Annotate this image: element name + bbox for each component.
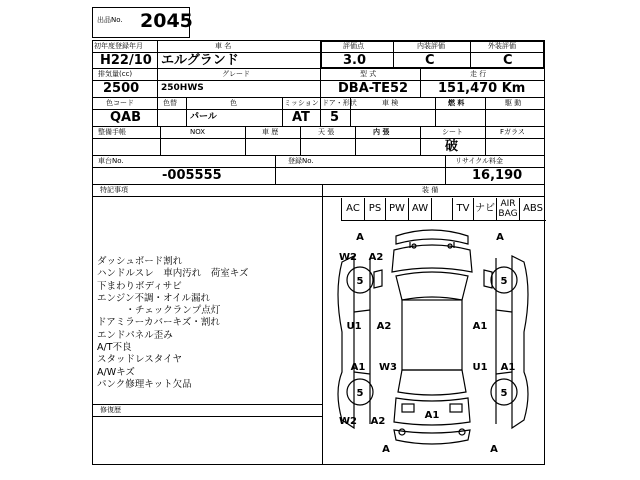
mark-left-u1: U1 (346, 321, 362, 332)
mark-rear-right: A (490, 444, 498, 455)
exterior-label: 外装評価 (488, 42, 516, 50)
option-tv: TV (453, 198, 474, 220)
exterior-value: C (503, 53, 513, 68)
note-line: A/Wキズ (97, 366, 135, 378)
grade-label: グレード (222, 70, 250, 78)
mark-right-u1: U1 (472, 362, 488, 373)
sunroof-label: 天 張 (318, 128, 335, 136)
car-value: エルグランド (161, 53, 239, 68)
mark-tire-rl: 5 (356, 388, 364, 399)
mileage-value: 151,470 Km (438, 81, 526, 96)
seat-label: シート (442, 128, 463, 136)
inspection-label: 車 検 (382, 99, 399, 107)
note-line: ・チェックランプ点灯 (97, 305, 221, 317)
color-code-value: QAB (110, 110, 142, 125)
note-line: エンジン不調・オイル漏れ (97, 292, 211, 304)
option-aw: AW (409, 198, 432, 220)
color-value: パール (190, 112, 217, 122)
note-line: A/T不良 (97, 342, 132, 354)
mark-rear-w2: W2 (339, 416, 357, 427)
cc-value: 2500 (103, 81, 140, 96)
car-label: 車 名 (215, 42, 232, 50)
lot-number: 2045 (140, 10, 193, 32)
option-ac: AC (342, 198, 365, 220)
nox-label: NOX (190, 128, 206, 136)
doors-value: 5 (330, 110, 340, 125)
score-value: 3.0 (343, 53, 367, 68)
chassis-value: -005555 (162, 168, 222, 183)
lot-label: 出品No. (97, 16, 123, 24)
chassis-label: 車台No. (98, 157, 124, 165)
mission-value: AT (292, 110, 310, 125)
mark-tire-fl: 5 (356, 276, 364, 287)
interior-tear-label: 内 張 (373, 128, 390, 136)
note-line: エンドパネル歪み (97, 329, 173, 341)
interior-label: 内装評価 (417, 42, 445, 50)
mark-tire-fr: 5 (500, 276, 508, 287)
mission-label: ミッション (284, 99, 319, 107)
color-code-label: 色コード (106, 99, 134, 107)
option-airbag: AIR BAG (497, 198, 520, 220)
mark-front-left: A (356, 232, 364, 243)
fglass-label: Fガラス (500, 128, 525, 136)
notes-label: 特記事項 (100, 186, 128, 194)
mark-right-a1-rear: A1 (500, 362, 516, 373)
mark-front-a2: A2 (368, 252, 384, 263)
drive-label: 駆 動 (505, 99, 522, 107)
year-label: 初年度登録年月 (94, 42, 143, 50)
model-label: 型 式 (360, 70, 377, 78)
option-abs: ABS (523, 203, 543, 214)
repair-label: 修復歴 (100, 406, 121, 414)
reg-label: 登録No. (288, 157, 314, 165)
color-type-label: 色替 (163, 99, 177, 107)
equipment-label: 装 備 (422, 186, 439, 194)
year-value: H22/10 (100, 53, 152, 68)
doors-label: ドア・形状 (322, 99, 357, 107)
mark-rear-a1: A1 (424, 410, 440, 421)
score-label: 評価点 (343, 42, 364, 50)
note-line: ダッシュボード割れ (97, 256, 183, 267)
note-line: ドアミラーカバーキズ・割れ (97, 317, 220, 329)
option-blank (432, 198, 453, 220)
history-label: 車 歴 (262, 128, 279, 136)
mark-right-a1: A1 (472, 321, 488, 332)
option-navi: ナビ (474, 198, 497, 220)
mark-rear-left: A (382, 444, 390, 455)
maintenance-label: 整備手帳 (98, 128, 126, 136)
car-damage-diagram (322, 222, 544, 465)
mark-left-a1-rear: A1 (350, 362, 366, 373)
model-value: DBA-TE52 (338, 81, 409, 96)
note-line: パンク修理キット欠品 (97, 378, 192, 390)
mark-tire-rr: 5 (500, 388, 508, 399)
fuel-label: 燃 料 (448, 99, 465, 107)
note-line: 下まわりボディサビ (97, 280, 182, 292)
mark-rear-a2: A2 (370, 416, 386, 427)
cc-label: 排気量(cc) (98, 70, 133, 78)
interior-value: C (425, 53, 435, 68)
color-label: 色 (230, 99, 237, 107)
note-line: ハンドルスレ 車内汚れ 荷室キズ (97, 268, 249, 280)
note-line: スタッドレスタイヤ (97, 354, 183, 366)
mark-front-w2: W2 (339, 252, 357, 263)
equipment-options (341, 198, 546, 221)
notes-list (97, 256, 319, 391)
seat-value: 破 (445, 139, 459, 154)
mark-front-right: A (496, 232, 504, 243)
mark-left-a2: A2 (376, 321, 392, 332)
grade-value: 250HWS (161, 83, 204, 93)
recycle-label: リサイクル料金 (455, 157, 504, 165)
mark-left-w3: W3 (379, 362, 397, 373)
option-pw: PW (386, 198, 409, 220)
mileage-label: 走 行 (470, 70, 487, 78)
recycle-value: 16,190 (472, 168, 523, 183)
option-ps: PS (365, 198, 386, 220)
